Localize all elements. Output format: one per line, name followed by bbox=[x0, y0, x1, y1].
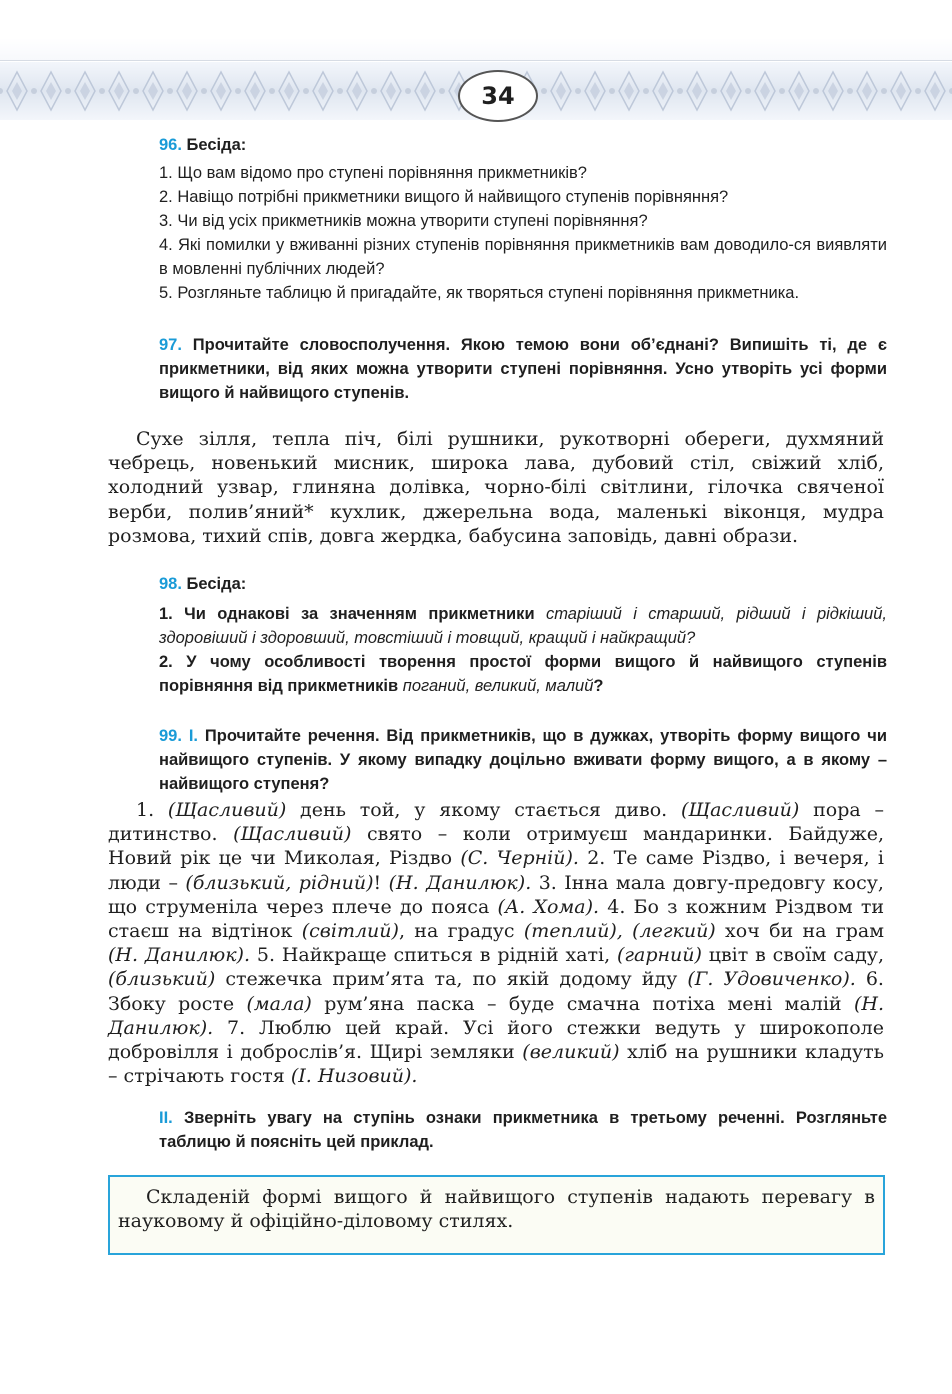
text-fragment: 5. Найкраще спиться в рідній хаті, bbox=[250, 944, 618, 967]
task-number: 99. І. bbox=[159, 727, 198, 745]
text-fragment: пора – дитинство. bbox=[108, 799, 884, 846]
question-list bbox=[159, 161, 887, 305]
italic-fragment: (С. Черній). bbox=[460, 847, 579, 870]
text-fragment: ! bbox=[373, 871, 389, 894]
text-fragment: 1. bbox=[136, 799, 168, 821]
word-combinations-text bbox=[108, 427, 884, 548]
list-item: 1. Що вам відомо про ступені порівняння прикметників? bbox=[159, 164, 587, 182]
italic-fragment: (Щасливий) bbox=[233, 823, 352, 846]
italic-fragment: (гарний) bbox=[617, 944, 702, 967]
task-number: ІІ. bbox=[159, 1109, 173, 1127]
text-fragment: 3. Інна мала довгу-предовгу косу, що струменіла через плече до пояса bbox=[108, 871, 884, 918]
task-instruction: Прочитайте речення. Від прикметників, що в дужках, утворіть форму вищого чи найвищого ступенів. У якому випадку доцільно вживати форму вищого, а в якому – найвищого ступеня? bbox=[159, 727, 887, 793]
text-fragment: 4. Бо з кожним Різдвом ти стаєш на відтінок bbox=[108, 895, 884, 943]
italic-fragment: (Щасливий) bbox=[680, 799, 800, 821]
task-number: 97. bbox=[159, 336, 182, 354]
task-number: 98. bbox=[159, 575, 182, 593]
task-96-heading bbox=[159, 133, 887, 157]
italic-fragment: (близький, рідний) bbox=[185, 871, 374, 894]
italic-fragment: (близький) bbox=[108, 968, 216, 991]
question-mark: ? bbox=[593, 677, 604, 695]
italic-fragment: (Г. Удовиченко). bbox=[687, 968, 856, 991]
task-title: Бесіда: bbox=[186, 575, 247, 593]
list-item: 5. Розгляньте таблицю й пригадайте, як творяться ступені порівняння прикметника. bbox=[159, 284, 800, 302]
task-98-heading bbox=[159, 572, 887, 596]
task-98 bbox=[159, 572, 887, 698]
task-instruction: Прочитайте словосполучення. Якою темою вони об’єднані? Випишіть ті, де є прикметники, від яких можна утворити ступені порівняння. Усно утворіть усі форми вищого й найвищого ступенів. bbox=[159, 336, 887, 402]
italic-fragment: (Щасливий) bbox=[167, 799, 287, 821]
text-fragment: день той, у якому стається диво. bbox=[286, 799, 681, 821]
question-text: 1. Чи однакові за значенням прикметники bbox=[159, 605, 535, 623]
text-fragment: свято – коли отримуєш мандаринки. Байдуже, Новий рік це чи Миколая, Різдво bbox=[108, 823, 884, 870]
italic-fragment: (мала) bbox=[246, 992, 312, 1015]
list-item: 2. Навіщо потрібні прикметники вищого й найвищого ступенів порівняння? bbox=[159, 188, 729, 206]
text-fragment: хліб на рушники кладуть – стрічають гостя bbox=[108, 1041, 885, 1088]
task-instruction: Зверніть увагу на ступінь ознаки прикметника в третьому реченні. Розгляньте таблицю й поясніть цей приклад. bbox=[159, 1109, 887, 1151]
task-99 bbox=[159, 724, 887, 796]
italic-fragment: (Н. Данилюк). bbox=[388, 871, 532, 894]
italic-fragment: (Н. Данилюк). bbox=[108, 992, 884, 1039]
text-fragment: , на градус bbox=[398, 920, 524, 943]
list-item: 4. Які помилки у вживанні різних ступенів порівняння прикметників вам доводило-ся виявляти в мовленні публічних людей? bbox=[159, 236, 887, 278]
paragraph-text: Сухе зілля, тепла піч, білі рушники, рукотворні обереги, духмяний чебрець, новенький мисник, широка лава, дубовий стіл, свіжий хліб, холодний узвар, глиняна долівка, чорно-білі світлини, гілочка свяченої верби, полив’яний* кухлик, джерельна вода, маленькі віконця, мудра розмова, тихий спів, довга жердка, бабусина заповідь, давні образи. bbox=[108, 428, 884, 547]
italic-fragment: (великий) bbox=[522, 1041, 620, 1064]
header-top-line bbox=[0, 38, 952, 61]
text-fragment: 2. Те саме Різдво, і вечеря, і люди – bbox=[108, 847, 884, 894]
text-fragment: 7. Люблю цей край. Усі його стежки ведуть у широкополе добровілля і доброслів’я. Щирі земляки bbox=[108, 1016, 884, 1064]
italic-fragment: (теплий), (легкий) bbox=[523, 920, 716, 943]
question-examples: поганий, великий, малий bbox=[402, 677, 594, 695]
italic-fragment: (І. Низовий). bbox=[290, 1065, 418, 1088]
text-fragment: хоч би на грам bbox=[715, 920, 885, 943]
italic-fragment: (А. Хома). bbox=[497, 895, 600, 918]
task-title: Бесіда: bbox=[186, 136, 247, 154]
task-96 bbox=[159, 133, 887, 305]
text-fragment: 6. Збоку росте bbox=[108, 968, 884, 1015]
task-99-part-2 bbox=[159, 1106, 887, 1154]
rule-box bbox=[108, 1175, 885, 1255]
question-text: 2. У чому особливості творення простої форми вищого й найвищого ступенів порівняння від прикметників bbox=[159, 653, 887, 695]
text-fragment: цвіт в своїм саду, bbox=[701, 944, 884, 967]
italic-fragment: (світлий) bbox=[301, 920, 399, 943]
question-1 bbox=[159, 602, 887, 650]
list-item: 3. Чи від усіх прикметників можна утворити ступені порівняння? bbox=[159, 212, 648, 230]
italic-fragment: (Н. Данилюк). bbox=[108, 944, 251, 967]
task-number: 96. bbox=[159, 136, 182, 154]
rule-text: Складеній формі вищого й найвищого ступенів надають перевагу в науковому й офіційно-діловому стилях. bbox=[118, 1186, 875, 1232]
text-fragment: стежечка прим’ята та, по якій додому йду bbox=[215, 968, 688, 991]
page-number: 34 bbox=[458, 70, 538, 122]
text-fragment: рум’яна паска – буде смачна потіха мені малій bbox=[311, 992, 854, 1015]
question-examples: старіший і старший, рідший і рідкіший, здоровіший і здоровший, товстіший і товщий, кращий і найкращий? bbox=[159, 605, 887, 647]
sentences-text bbox=[108, 798, 884, 1088]
task-97 bbox=[159, 333, 887, 405]
question-2 bbox=[159, 650, 887, 698]
